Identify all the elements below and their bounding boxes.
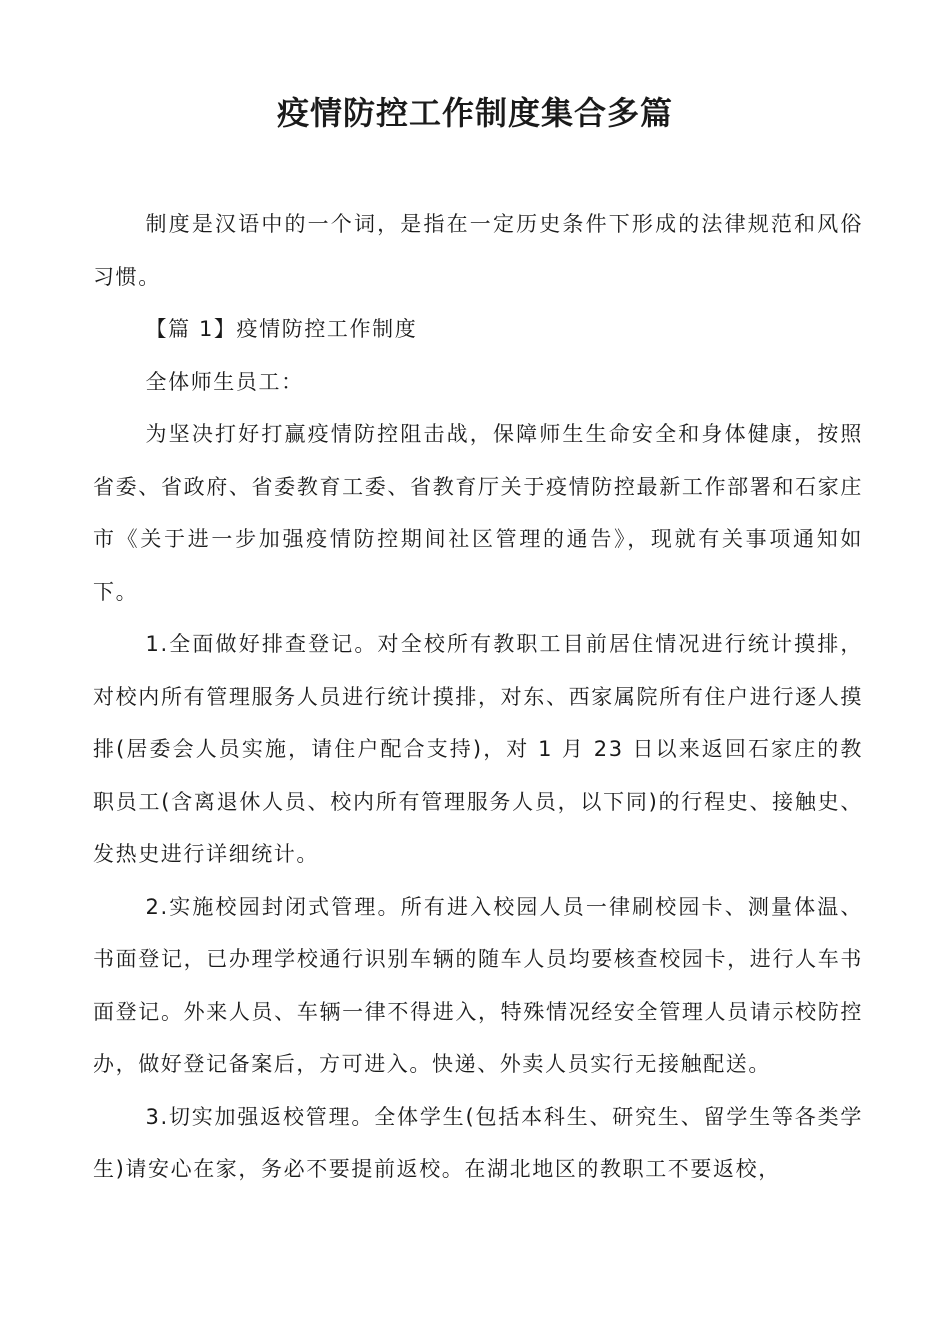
- item-3-paragraph: 3.切实加强返校管理。全体学生(包括本科生、研究生、留学生等各类学生)请安心在家，务必不要提前返校。在湖北地区的教职工不要返校，: [93, 1104, 863, 1181]
- document-body: [93, 198, 863, 1196]
- body-paragraph: 为坚决打好打赢疫情防控阻击战，保障师生生命安全和身体健康，按照省委、省政府、省委教育工委、省教育厅关于疫情防控最新工作部署和石家庄市《关于进一步加强疫情防控期间社区管理的通告》，现就有关事项通知如下。: [93, 422, 863, 604]
- item-2-paragraph: 2.实施校园封闭式管理。所有进入校园人员一律刷校园卡、测量体温、书面登记，已办理学校通行识别车辆的随车人员均要核查校园卡，进行人车书面登记。外来人员、车辆一律不得进入，特殊情况经安全管理人员请示校防控办，做好登记备案后，方可进入。快递、外卖人员实行无接触配送。: [93, 894, 863, 1076]
- section-heading: 【篇 1】疫情防控工作制度: [145, 317, 418, 341]
- document-title: 疫情防控工作制度集合多篇: [276, 94, 673, 132]
- salutation: 全体师生员工：: [145, 369, 304, 394]
- item-1-paragraph: 1.全面做好排查登记。对全校所有教职工目前居住情况进行统计摸排，对校内所有管理服务人员进行统计摸排，对东、西家属院所有住户进行逐人摸排(居委会人员实施，请住户配合支持)，对 1 月 23 日以来返回石家庄的教职员工(含离退休人员、校内所有管理服务人员，以下同)的行程史、接触史、发热史进行详细统计。: [93, 632, 863, 866]
- intro-paragraph: 制度是汉语中的一个词，是指在一定历史条件下形成的法律规范和风俗习惯。: [93, 212, 863, 289]
